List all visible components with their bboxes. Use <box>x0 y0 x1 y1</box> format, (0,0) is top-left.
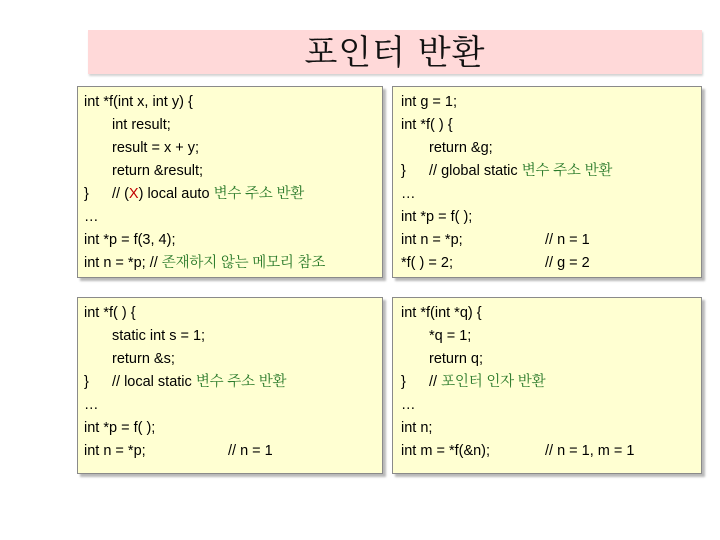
comment-korean: 변수 주소 반환 <box>521 163 613 179</box>
slide-title: 포인터 반환 <box>304 33 486 73</box>
code-line: *q = 1; <box>429 328 472 344</box>
code-comment <box>429 161 612 181</box>
ellipsis: … <box>401 186 416 202</box>
code-line: int m = *f(&n); <box>401 443 491 459</box>
comment-korean: 변수 주소 반환 <box>213 186 305 202</box>
code-line: return &s; <box>112 351 175 367</box>
code-line: int result; <box>112 117 171 133</box>
comment-korean: 변수 주소 반환 <box>195 374 287 390</box>
comment-text: // local static <box>112 374 196 390</box>
code-line: int *p = f(3, 4); <box>84 232 176 248</box>
ellipsis: … <box>84 397 99 413</box>
code-comment: // n = 1 <box>545 232 590 248</box>
comment-text: // global static <box>429 163 522 179</box>
code-box-pointer-arg <box>392 297 702 474</box>
code-line: int *p = f( ); <box>401 209 473 225</box>
code-line: return &g; <box>429 140 493 156</box>
code-line: *f( ) = 2; <box>401 255 453 271</box>
code-comment: // n = 1 <box>228 443 273 459</box>
ellipsis: … <box>401 397 416 413</box>
code-line: return q; <box>429 351 483 367</box>
code-line: int *f(int x, int y) { <box>84 94 193 110</box>
comment-text: // ( <box>112 186 129 202</box>
code-line: } <box>84 374 89 390</box>
code-line: } <box>401 374 406 390</box>
code-line: int n = *p; <box>401 232 463 248</box>
code-line: int *f( ) { <box>84 305 136 321</box>
comment-x-mark: X <box>128 186 139 202</box>
code-line: int *f( ) { <box>401 117 453 133</box>
code-line: static int s = 1; <box>112 328 206 344</box>
comment-korean: 포인터 인자 반환 <box>441 374 546 390</box>
code-line: int n; <box>401 420 433 436</box>
code-line <box>112 161 203 181</box>
code-line: result = x + y; <box>112 140 200 156</box>
code-box-local-static <box>77 297 383 474</box>
code-box-global-static <box>392 86 702 278</box>
code-line <box>84 253 325 273</box>
title-banner <box>88 30 702 74</box>
ellipsis: … <box>84 209 99 225</box>
code-text: int n = *p; // <box>84 255 162 271</box>
code-line: int *p = f( ); <box>84 420 156 436</box>
code-text: return &result; <box>112 163 204 179</box>
comment-text: // <box>429 374 442 390</box>
comment-korean: 존재하지 않는 메모리 참조 <box>161 255 326 271</box>
code-comment <box>429 372 545 392</box>
code-comment <box>112 184 304 204</box>
code-comment: // g = 2 <box>545 255 590 271</box>
comment-text: ) local auto <box>138 186 214 202</box>
code-line: int n = *p; <box>84 443 146 459</box>
code-comment <box>112 372 286 392</box>
code-comment: // n = 1, m = 1 <box>545 443 635 459</box>
code-box-local-auto <box>77 86 383 278</box>
code-line: int g = 1; <box>401 94 458 110</box>
code-line: } <box>84 186 89 202</box>
code-line: int *f(int *q) { <box>401 305 482 321</box>
code-line: } <box>401 163 406 179</box>
